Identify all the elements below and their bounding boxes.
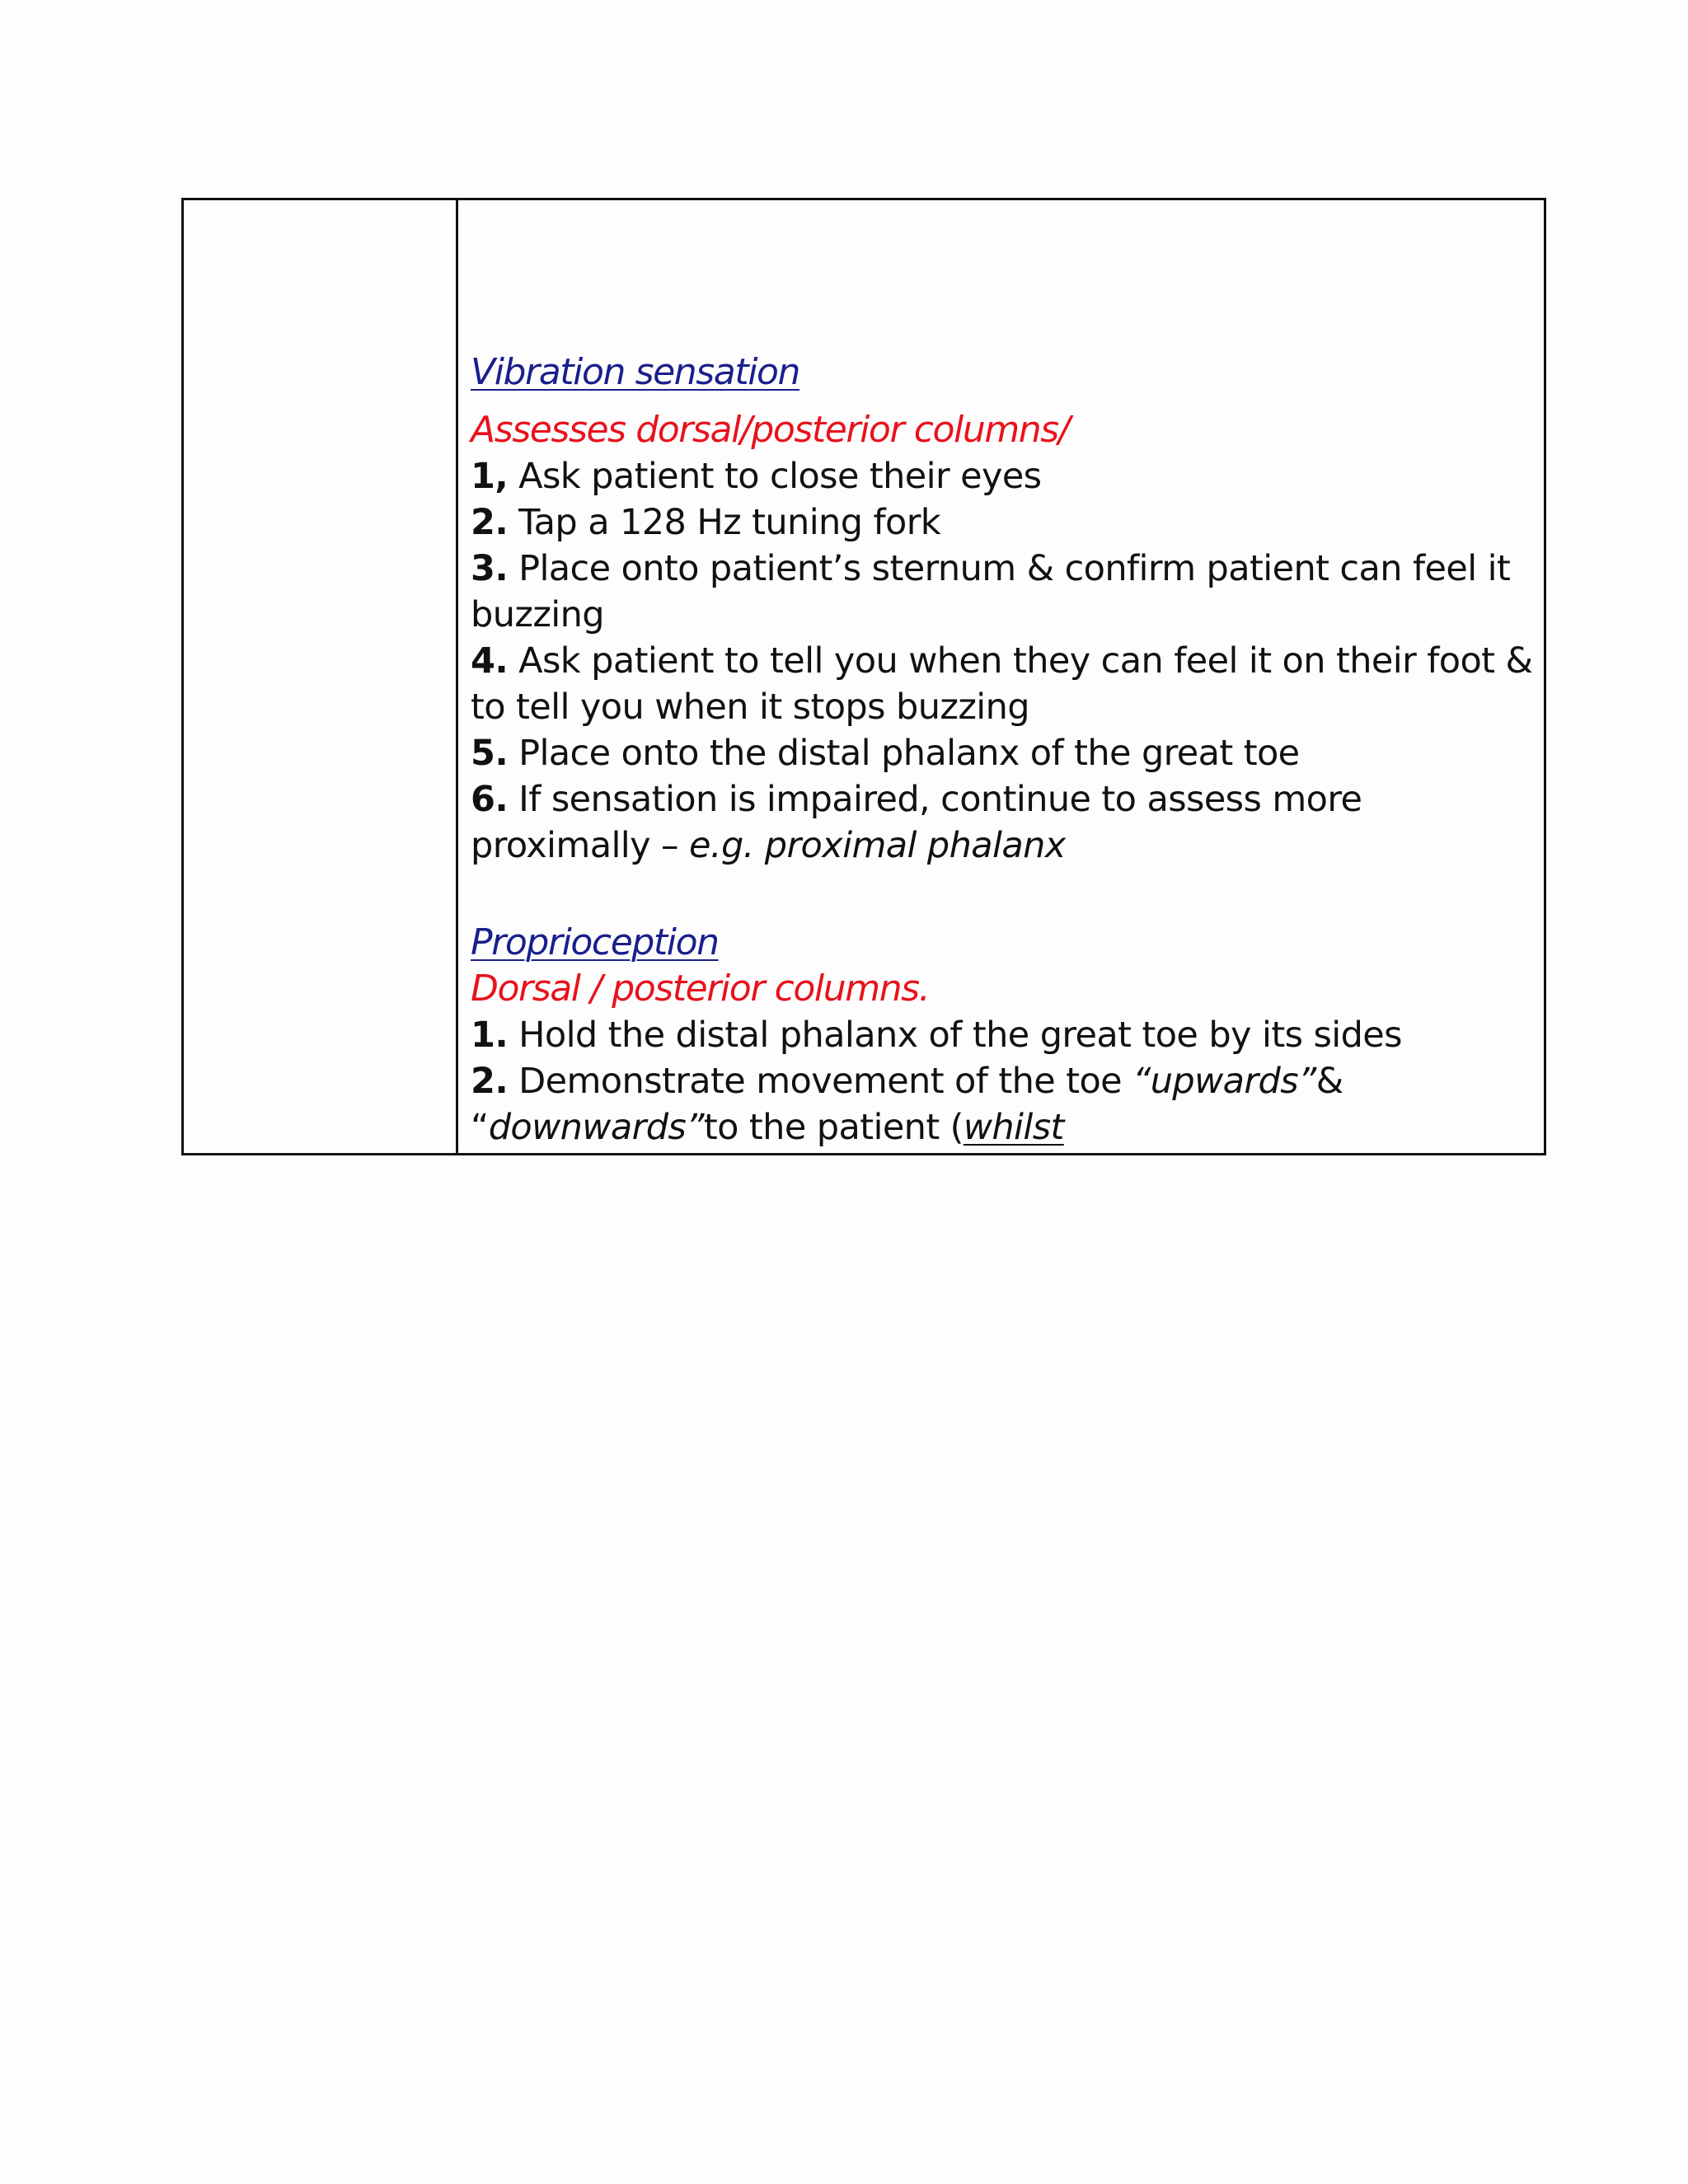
step-text: Place onto patient’s sternum & confirm patient can feel it: [508, 548, 1511, 589]
step-text: Hold the distal phalanx of the great toe by its sides: [508, 1015, 1402, 1056]
section-spacer: [471, 869, 1536, 920]
step-number: 2.: [471, 502, 509, 543]
vibration-step-2: [471, 499, 1536, 546]
step-text: Place onto the distal phalanx of the great toe: [508, 733, 1300, 774]
step-text-end: &: [1315, 1061, 1343, 1102]
step-text: Demonstrate movement of the toe: [508, 1061, 1133, 1102]
step-number: 4.: [471, 640, 509, 682]
step-text: to the patient (: [703, 1107, 964, 1148]
step-text: If sensation is impaired, continue to assess more: [508, 779, 1362, 820]
vibration-subheading: Assesses dorsal/posterior columns/: [471, 409, 1070, 451]
proprioception-step-1: [471, 1012, 1536, 1058]
vibration-step-5: [471, 730, 1536, 776]
step-italic: downwards”: [488, 1107, 704, 1148]
content-table: [181, 198, 1546, 1155]
table-right-column: [458, 200, 1544, 1153]
vibration-step-3-continued: buzzing: [471, 594, 604, 635]
proprioception-step-2-continued: [471, 1104, 1536, 1151]
vibration-step-1: [471, 453, 1536, 499]
proprioception-subheading: Dorsal / posterior columns.: [471, 968, 930, 1010]
step-text: proximally –: [471, 825, 690, 866]
proprioception-heading: Proprioception: [471, 921, 719, 963]
step-underlined: whilst: [963, 1107, 1064, 1148]
step-number: 3.: [471, 548, 509, 589]
step-text: Ask patient to close their eyes: [508, 456, 1042, 497]
step-number: 6.: [471, 779, 509, 820]
vibration-step-3: [471, 546, 1536, 592]
step-text: Ask patient to tell you when they can feel it on their foot &: [508, 640, 1533, 682]
vibration-heading: Vibration sensation: [471, 351, 800, 393]
step-open-quote: “: [471, 1107, 489, 1148]
proprioception-step-2: [471, 1058, 1536, 1104]
step-number: 1.: [471, 1015, 509, 1056]
vibration-step-4: [471, 638, 1536, 684]
step-example: e.g. proximal phalanx: [689, 825, 1066, 866]
vibration-step-6-continued: [471, 823, 1536, 869]
step-number: 5.: [471, 733, 509, 774]
vibration-step-6: [471, 776, 1536, 823]
step-number: 2.: [471, 1061, 509, 1102]
step-italic: “upwards”: [1132, 1061, 1316, 1102]
table-left-column: [184, 200, 458, 1153]
step-number: 1,: [471, 456, 509, 497]
step-text: Tap a 128 Hz tuning fork: [508, 502, 941, 543]
vibration-step-4-continued: to tell you when it stops buzzing: [471, 687, 1029, 728]
